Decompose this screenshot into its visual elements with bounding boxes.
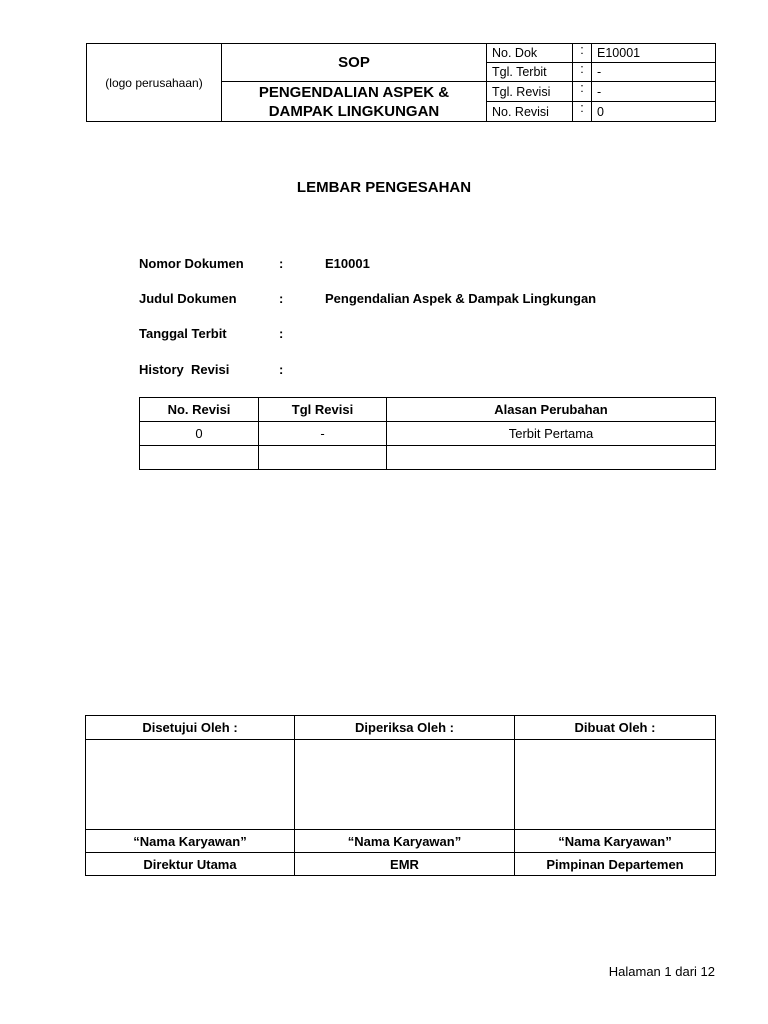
field-value: E10001 (325, 256, 370, 271)
signer-name: “Nama Karyawan” (86, 830, 295, 853)
column-header-tgl-revisi: Tgl Revisi (259, 398, 387, 422)
doc-type: SOP (222, 44, 487, 82)
approval-heading-disetujui: Disetujui Oleh : (86, 716, 295, 740)
field-label: Tanggal Terbit (139, 326, 227, 341)
meta-value-tgl-revisi: - (592, 82, 716, 102)
approval-heading-row (86, 716, 716, 740)
doc-title-line2: DAMPAK LINGKUNGAN (268, 102, 440, 120)
page-title: LEMBAR PENGESAHAN (296, 179, 472, 196)
table-cell: Terbit Pertama (387, 422, 716, 446)
meta-label-no-dok: No. Dok (487, 44, 573, 63)
meta-colon: : (573, 82, 592, 102)
table-cell (140, 446, 259, 470)
meta-label-no-revisi: No. Revisi (487, 102, 573, 122)
column-header-no-revisi: No. Revisi (140, 398, 259, 422)
approval-heading-dibuat: Dibuat Oleh : (515, 716, 716, 740)
signature-box (515, 740, 716, 830)
field-colon: : (279, 362, 284, 377)
signature-box (295, 740, 515, 830)
meta-colon: : (573, 102, 592, 122)
table-row (140, 422, 716, 446)
doc-title-line1: PENGENDALIAN ASPEK & (258, 83, 450, 101)
meta-value-no-dok: E10001 (592, 44, 716, 63)
signer-name: “Nama Karyawan” (295, 830, 515, 853)
signer-name: “Nama Karyawan” (515, 830, 716, 853)
table-header-row (140, 398, 716, 422)
field-label: Judul Dokumen (139, 291, 237, 306)
field-colon: : (279, 291, 284, 306)
signature-box (86, 740, 295, 830)
signer-role: EMR (295, 853, 515, 876)
table-cell (387, 446, 716, 470)
field-label: Nomor Dokumen (139, 256, 244, 271)
field-value: Pengendalian Aspek & Dampak Lingkungan (325, 291, 597, 306)
column-header-alasan-perubahan: Alasan Perubahan (387, 398, 716, 422)
signer-role: Pimpinan Departemen (515, 853, 716, 876)
field-label: History Revisi (139, 362, 230, 377)
approval-table (85, 715, 716, 876)
table-cell (259, 446, 387, 470)
doc-title (222, 82, 487, 122)
meta-label-tgl-revisi: Tgl. Revisi (487, 82, 573, 102)
approval-heading-diperiksa: Diperiksa Oleh : (295, 716, 515, 740)
table-cell: 0 (140, 422, 259, 446)
signer-role-row (86, 853, 716, 876)
meta-label-tgl-terbit: Tgl. Terbit (487, 63, 573, 82)
meta-value-no-revisi: 0 (592, 102, 716, 122)
meta-value-tgl-terbit: - (592, 63, 716, 82)
document-header (86, 43, 716, 122)
signature-row (86, 740, 716, 830)
company-logo-placeholder: (logo perusahaan) (87, 44, 222, 122)
field-colon: : (279, 256, 284, 271)
field-colon: : (279, 326, 284, 341)
signer-name-row (86, 830, 716, 853)
page-number: Halaman 1 dari 12 (608, 964, 715, 979)
table-cell: - (259, 422, 387, 446)
revision-history-table (139, 397, 716, 470)
signer-role: Direktur Utama (86, 853, 295, 876)
table-row (140, 446, 716, 470)
meta-colon: : (573, 63, 592, 82)
meta-colon: : (573, 44, 592, 63)
